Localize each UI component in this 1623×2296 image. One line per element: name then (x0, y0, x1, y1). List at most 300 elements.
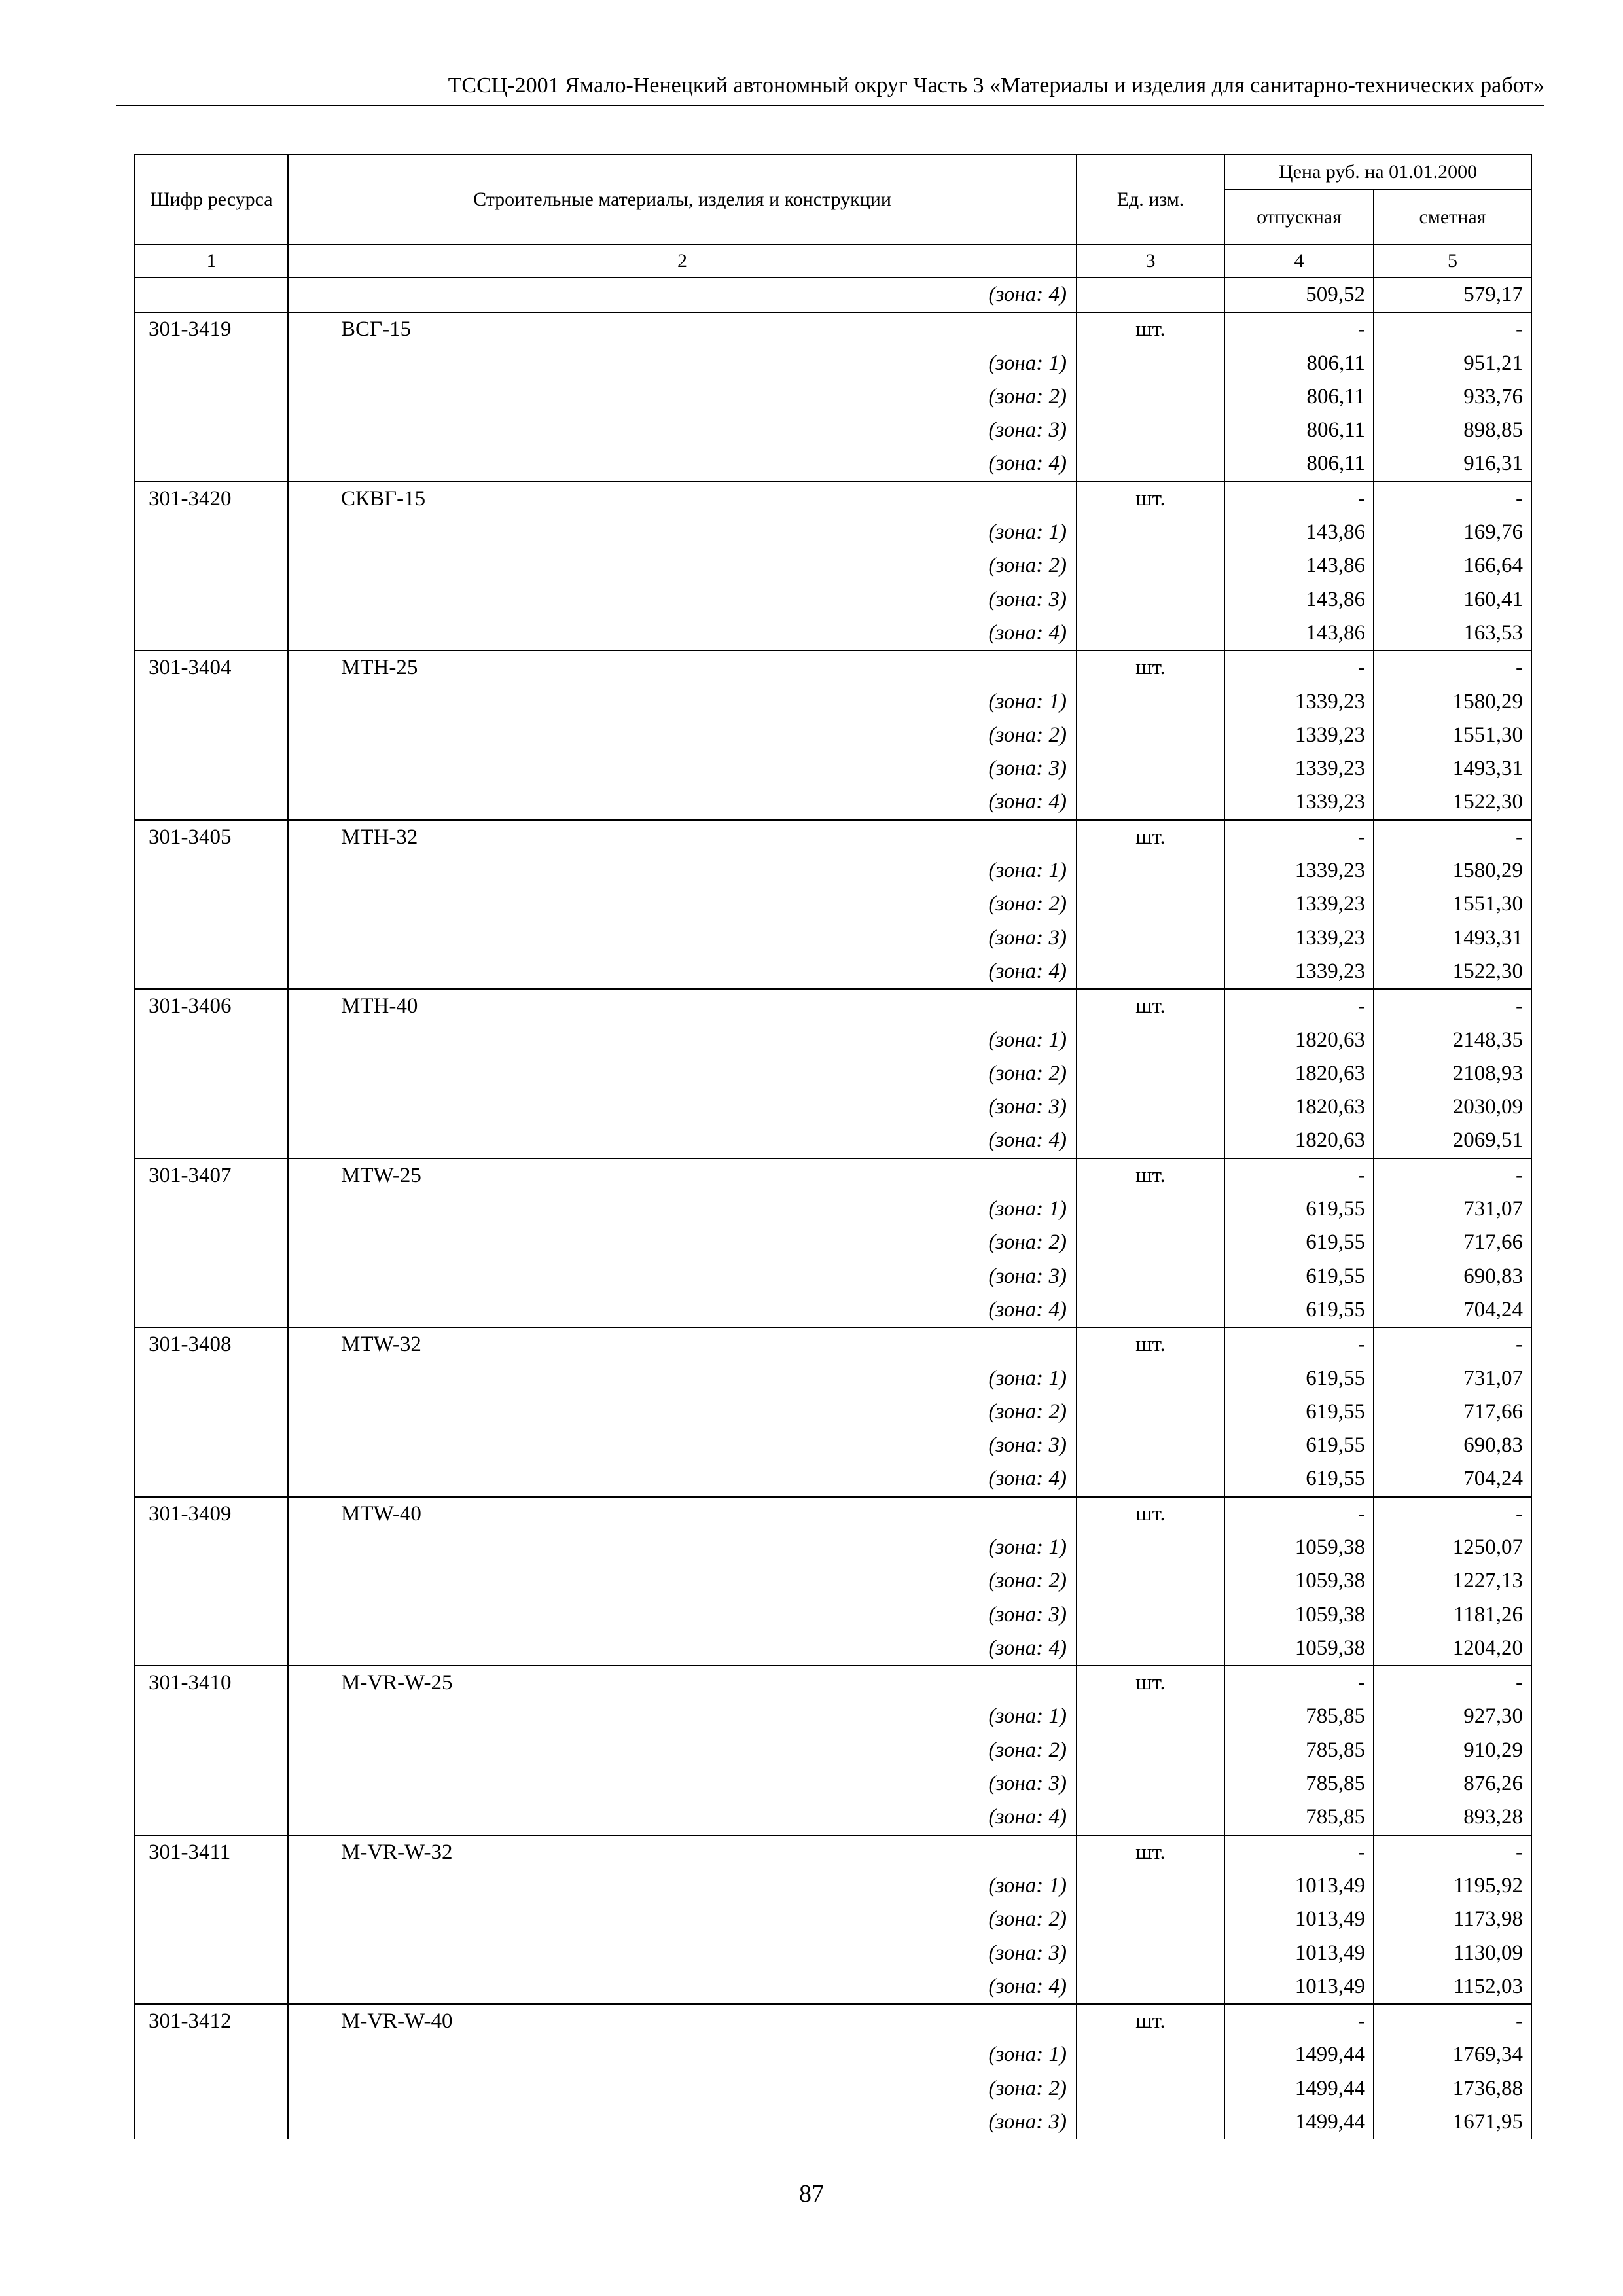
zone-row (135, 1937, 1531, 1970)
unit-cell (1077, 685, 1224, 719)
unit-cell (1077, 854, 1224, 888)
zone-label: (зона: 3) (288, 583, 1077, 617)
release-price: 1339,23 (1224, 785, 1374, 819)
unit-cell (1077, 1937, 1224, 1970)
release-price: - (1224, 1666, 1374, 1700)
unit-cell (1077, 719, 1224, 752)
unit-cell (1077, 2038, 1224, 2072)
estimate-price: 160,41 (1374, 583, 1531, 617)
resource-name: MTH-32 (288, 820, 1077, 854)
unit-cell (1077, 1869, 1224, 1903)
zone-row (135, 922, 1531, 955)
estimate-price: 898,85 (1374, 414, 1531, 447)
resource-code (135, 1395, 288, 1429)
zone-label: (зона: 3) (288, 1937, 1077, 1970)
unit-cell (1077, 785, 1224, 819)
zone-row (135, 1090, 1531, 1124)
zone-label: (зона: 2) (288, 888, 1077, 921)
resource-code (135, 922, 288, 955)
zone-label: (зона: 1) (288, 516, 1077, 549)
estimate-price: 717,66 (1374, 1395, 1531, 1429)
zone-label: (зона: 2) (288, 1395, 1077, 1429)
resource-code (135, 1734, 288, 1767)
resource-code (135, 1700, 288, 1733)
release-price: 785,85 (1224, 1734, 1374, 1767)
resource-code: 301-3420 (135, 482, 288, 516)
resource-code (135, 380, 288, 414)
release-price: 785,85 (1224, 1700, 1374, 1733)
zone-row (135, 1598, 1531, 1632)
release-price: - (1224, 1158, 1374, 1193)
release-price: 1820,63 (1224, 1024, 1374, 1057)
column-number: 1 (135, 245, 288, 278)
resource-code (135, 447, 288, 481)
release-price: 806,11 (1224, 380, 1374, 414)
release-price: 1059,38 (1224, 1598, 1374, 1632)
unit-cell (1077, 1767, 1224, 1801)
zone-label: (зона: 3) (288, 922, 1077, 955)
resource-code (135, 1124, 288, 1158)
unit-cell (1077, 1531, 1224, 1564)
zone-row (135, 380, 1531, 414)
estimate-price: - (1374, 1497, 1531, 1531)
release-price: 143,86 (1224, 516, 1374, 549)
unit-cell (1077, 1700, 1224, 1733)
resource-row (135, 1666, 1531, 1700)
zone-label: (зона: 4) (288, 1462, 1077, 1496)
unit-cell (1077, 1024, 1224, 1057)
unit-cell (1077, 380, 1224, 414)
resource-row (135, 651, 1531, 685)
zone-row (135, 1801, 1531, 1835)
zone-label: (зона: 3) (288, 2106, 1077, 2139)
estimate-price: - (1374, 1158, 1531, 1193)
unit-cell (1077, 1462, 1224, 1496)
unit-cell (1077, 1801, 1224, 1835)
resource-row (135, 989, 1531, 1023)
resource-code (135, 549, 288, 583)
resource-code (135, 1937, 288, 1970)
unit-cell (1077, 2106, 1224, 2139)
zone-label: (зона: 1) (288, 1531, 1077, 1564)
estimate-price: 731,07 (1374, 1362, 1531, 1395)
resource-row (135, 2004, 1531, 2038)
zone-row (135, 347, 1531, 380)
unit-cell (1077, 1564, 1224, 1598)
release-price: 1339,23 (1224, 922, 1374, 955)
unit-cell (1077, 1903, 1224, 1936)
header-name: Строительные материалы, изделия и конструкции (288, 154, 1077, 245)
estimate-price: 1551,30 (1374, 888, 1531, 921)
unit-cell (1077, 278, 1224, 312)
estimate-price: 916,31 (1374, 447, 1531, 481)
resource-code: 301-3419 (135, 312, 288, 346)
zone-row (135, 1429, 1531, 1462)
zone-row (135, 1124, 1531, 1158)
release-price: 143,86 (1224, 617, 1374, 651)
zone-label: (зона: 2) (288, 719, 1077, 752)
estimate-price: 1204,20 (1374, 1632, 1531, 1666)
unit-cell (1077, 955, 1224, 989)
unit-cell: шт. (1077, 2004, 1224, 2038)
zone-label: (зона: 1) (288, 1024, 1077, 1057)
column-number: 4 (1224, 245, 1374, 278)
zone-row (135, 1260, 1531, 1293)
resource-code (135, 2072, 288, 2106)
zone-label: (зона: 2) (288, 549, 1077, 583)
unit-cell (1077, 888, 1224, 921)
resource-code (135, 2038, 288, 2072)
zone-row (135, 549, 1531, 583)
estimate-price: - (1374, 2004, 1531, 2038)
estimate-price: 1493,31 (1374, 752, 1531, 785)
resource-code (135, 1260, 288, 1293)
estimate-price: 163,53 (1374, 617, 1531, 651)
estimate-price: - (1374, 1327, 1531, 1361)
release-price: 509,52 (1224, 278, 1374, 312)
estimate-price: 1736,88 (1374, 2072, 1531, 2106)
estimate-price: 704,24 (1374, 1462, 1531, 1496)
estimate-price: 579,17 (1374, 278, 1531, 312)
resource-code (135, 752, 288, 785)
unit-cell (1077, 1970, 1224, 2004)
resource-code (135, 1090, 288, 1124)
zone-row (135, 1700, 1531, 1733)
release-price: - (1224, 1327, 1374, 1361)
release-price: 1820,63 (1224, 1057, 1374, 1090)
estimate-price: 893,28 (1374, 1801, 1531, 1835)
unit-cell (1077, 1429, 1224, 1462)
resource-code: 301-3412 (135, 2004, 288, 2038)
zone-label: (зона: 4) (288, 1632, 1077, 1666)
unit-cell (1077, 1293, 1224, 1327)
zone-row (135, 2106, 1531, 2139)
zone-row (135, 719, 1531, 752)
release-price: 1059,38 (1224, 1564, 1374, 1598)
release-price: - (1224, 820, 1374, 854)
unit-cell (1077, 1057, 1224, 1090)
release-price: - (1224, 1835, 1374, 1869)
resource-code: 301-3405 (135, 820, 288, 854)
release-price: 806,11 (1224, 347, 1374, 380)
release-price: 1339,23 (1224, 854, 1374, 888)
estimate-price: 690,83 (1374, 1260, 1531, 1293)
zone-row (135, 1869, 1531, 1903)
zone-row (135, 1970, 1531, 2004)
release-price: 1339,23 (1224, 685, 1374, 719)
resource-code (135, 1429, 288, 1462)
release-price: 806,11 (1224, 414, 1374, 447)
estimate-price: 1522,30 (1374, 955, 1531, 989)
release-price: - (1224, 989, 1374, 1023)
header-rule (116, 105, 1544, 106)
zone-row (135, 2072, 1531, 2106)
estimate-price: 1580,29 (1374, 685, 1531, 719)
header-unit: Ед. изм. (1077, 154, 1224, 245)
zone-label: (зона: 2) (288, 1226, 1077, 1259)
release-price: 785,85 (1224, 1801, 1374, 1835)
estimate-price: 1227,13 (1374, 1564, 1531, 1598)
unit-cell: шт. (1077, 1666, 1224, 1700)
release-price: 806,11 (1224, 447, 1374, 481)
resource-code (135, 516, 288, 549)
zone-row (135, 1226, 1531, 1259)
estimate-price: - (1374, 482, 1531, 516)
resource-code (135, 785, 288, 819)
release-price: 619,55 (1224, 1226, 1374, 1259)
unit-cell (1077, 1090, 1224, 1124)
zone-label: (зона: 1) (288, 1700, 1077, 1733)
zone-row (135, 1193, 1531, 1226)
unit-cell (1077, 1260, 1224, 1293)
estimate-price: 1551,30 (1374, 719, 1531, 752)
estimate-price: 1522,30 (1374, 785, 1531, 819)
header-estimate: сметная (1374, 190, 1531, 245)
zone-row (135, 785, 1531, 819)
estimate-price: 1493,31 (1374, 922, 1531, 955)
zone-row (135, 414, 1531, 447)
estimate-price: - (1374, 820, 1531, 854)
zone-row (135, 1734, 1531, 1767)
resource-code: 301-3411 (135, 1835, 288, 1869)
release-price: 1339,23 (1224, 719, 1374, 752)
resource-code (135, 1293, 288, 1327)
zone-row (135, 1767, 1531, 1801)
release-price: - (1224, 1497, 1374, 1531)
zone-row (135, 1057, 1531, 1090)
zone-row (135, 854, 1531, 888)
unit-cell (1077, 549, 1224, 583)
zone-row (135, 1531, 1531, 1564)
unit-cell (1077, 1362, 1224, 1395)
zone-label: (зона: 2) (288, 1564, 1077, 1598)
zone-label: (зона: 4) (288, 1124, 1077, 1158)
release-price: 619,55 (1224, 1362, 1374, 1395)
column-number: 3 (1077, 245, 1224, 278)
zone-label: (зона: 4) (288, 1293, 1077, 1327)
zone-label: (зона: 3) (288, 752, 1077, 785)
header-price-group: Цена руб. на 01.01.2000 (1224, 154, 1531, 190)
release-price: 1339,23 (1224, 752, 1374, 785)
resource-code (135, 347, 288, 380)
resource-row (135, 1158, 1531, 1193)
estimate-price: - (1374, 312, 1531, 346)
estimate-price: - (1374, 1835, 1531, 1869)
zone-row (135, 1362, 1531, 1395)
zone-label: (зона: 2) (288, 380, 1077, 414)
zone-label: (зона: 4) (288, 1801, 1077, 1835)
estimate-price: 704,24 (1374, 1293, 1531, 1327)
resource-code (135, 1970, 288, 2004)
resource-code (135, 1024, 288, 1057)
zone-label: (зона: 2) (288, 1734, 1077, 1767)
estimate-price: 690,83 (1374, 1429, 1531, 1462)
carry-over-row (135, 278, 1531, 312)
release-price: - (1224, 312, 1374, 346)
zone-label: (зона: 4) (288, 617, 1077, 651)
estimate-price: 1181,26 (1374, 1598, 1531, 1632)
resource-name: MTH-25 (288, 651, 1077, 685)
resource-code: 301-3407 (135, 1158, 288, 1193)
zone-label: (зона: 3) (288, 414, 1077, 447)
release-price: 1499,44 (1224, 2106, 1374, 2139)
unit-cell: шт. (1077, 1327, 1224, 1361)
estimate-price: 731,07 (1374, 1193, 1531, 1226)
resource-name: MTW-25 (288, 1158, 1077, 1193)
release-price: 619,55 (1224, 1395, 1374, 1429)
release-price: 619,55 (1224, 1293, 1374, 1327)
resource-code (135, 278, 288, 312)
release-price: 143,86 (1224, 583, 1374, 617)
resource-name: M-VR-W-40 (288, 2004, 1077, 2038)
resource-row (135, 482, 1531, 516)
release-price: 1013,49 (1224, 1970, 1374, 2004)
estimate-price: 1130,09 (1374, 1937, 1531, 1970)
unit-cell (1077, 414, 1224, 447)
release-price: 143,86 (1224, 549, 1374, 583)
column-number: 2 (288, 245, 1077, 278)
zone-row (135, 583, 1531, 617)
release-price: - (1224, 482, 1374, 516)
release-price: - (1224, 2004, 1374, 2038)
resource-code (135, 583, 288, 617)
estimate-price: - (1374, 1666, 1531, 1700)
table-body (135, 278, 1531, 2139)
estimate-price: 2069,51 (1374, 1124, 1531, 1158)
zone-label: (зона: 3) (288, 1260, 1077, 1293)
zone-row (135, 2038, 1531, 2072)
release-price: 619,55 (1224, 1462, 1374, 1496)
resource-code (135, 955, 288, 989)
unit-cell: шт. (1077, 820, 1224, 854)
unit-cell: шт. (1077, 1835, 1224, 1869)
estimate-price: 169,76 (1374, 516, 1531, 549)
zone-row (135, 888, 1531, 921)
zone-label: (зона: 3) (288, 1767, 1077, 1801)
unit-cell (1077, 516, 1224, 549)
zone-label: (зона: 2) (288, 2072, 1077, 2106)
resource-code (135, 888, 288, 921)
page-number: 87 (799, 2180, 824, 2208)
resource-code (135, 1801, 288, 1835)
estimate-price: 1152,03 (1374, 1970, 1531, 2004)
resource-code (135, 617, 288, 651)
unit-cell (1077, 1395, 1224, 1429)
zone-label: (зона: 3) (288, 1429, 1077, 1462)
estimate-price: 2148,35 (1374, 1024, 1531, 1057)
zone-row (135, 685, 1531, 719)
release-price: 1013,49 (1224, 1937, 1374, 1970)
estimate-price: 927,30 (1374, 1700, 1531, 1733)
zone-label: (зона: 3) (288, 1090, 1077, 1124)
unit-cell (1077, 617, 1224, 651)
zone-row (135, 1564, 1531, 1598)
zone-label: (зона: 4) (288, 955, 1077, 989)
zone-row (135, 1395, 1531, 1429)
zone-label: (зона: 1) (288, 1362, 1077, 1395)
resource-code (135, 1362, 288, 1395)
estimate-price: 1769,34 (1374, 2038, 1531, 2072)
estimate-price: 717,66 (1374, 1226, 1531, 1259)
estimate-price: 1195,92 (1374, 1869, 1531, 1903)
zone-row (135, 447, 1531, 481)
estimate-price: 2030,09 (1374, 1090, 1531, 1124)
estimate-price: 933,76 (1374, 380, 1531, 414)
resource-code (135, 854, 288, 888)
zone-label: (зона: 4) (288, 447, 1077, 481)
resource-code (135, 1462, 288, 1496)
resource-row (135, 1327, 1531, 1361)
zone-row (135, 1903, 1531, 1936)
resource-code (135, 1767, 288, 1801)
estimate-price: 876,26 (1374, 1767, 1531, 1801)
unit-cell (1077, 922, 1224, 955)
resource-code (135, 1226, 288, 1259)
estimate-price: 910,29 (1374, 1734, 1531, 1767)
release-price: - (1224, 651, 1374, 685)
unit-cell (1077, 752, 1224, 785)
resource-code (135, 1903, 288, 1936)
release-price: 1059,38 (1224, 1632, 1374, 1666)
resource-code (135, 1057, 288, 1090)
release-price: 1339,23 (1224, 955, 1374, 989)
release-price: 619,55 (1224, 1429, 1374, 1462)
zone-label: (зона: 4) (288, 278, 1077, 312)
estimate-price: - (1374, 651, 1531, 685)
zone-label: (зона: 1) (288, 854, 1077, 888)
resource-name: M-VR-W-25 (288, 1666, 1077, 1700)
resource-row (135, 1835, 1531, 1869)
release-price: 1820,63 (1224, 1090, 1374, 1124)
estimate-price: - (1374, 989, 1531, 1023)
zone-row (135, 1024, 1531, 1057)
zone-label: (зона: 3) (288, 1598, 1077, 1632)
header-code: Шифр ресурса (135, 154, 288, 245)
release-price: 1059,38 (1224, 1531, 1374, 1564)
unit-cell (1077, 1632, 1224, 1666)
resource-row (135, 820, 1531, 854)
zone-label: (зона: 1) (288, 1869, 1077, 1903)
unit-cell: шт. (1077, 651, 1224, 685)
release-price: 619,55 (1224, 1260, 1374, 1293)
running-header: ТССЦ-2001 Ямало-Ненецкий автономный округ Часть 3 «Материалы и изделия для санитарно-технических работ» (448, 73, 1544, 98)
header-release: отпускная (1224, 190, 1374, 245)
resource-code (135, 1531, 288, 1564)
resource-code (135, 2106, 288, 2139)
zone-label: (зона: 4) (288, 785, 1077, 819)
zone-row (135, 955, 1531, 989)
zone-label: (зона: 2) (288, 1057, 1077, 1090)
unit-cell (1077, 1734, 1224, 1767)
resource-name: ВСГ-15 (288, 312, 1077, 346)
zone-row (135, 1462, 1531, 1496)
zone-row (135, 617, 1531, 651)
resource-code (135, 1193, 288, 1226)
release-price: 1499,44 (1224, 2072, 1374, 2106)
release-price: 1013,49 (1224, 1903, 1374, 1936)
estimate-price: 1671,95 (1374, 2106, 1531, 2139)
unit-cell (1077, 347, 1224, 380)
column-number: 5 (1374, 245, 1531, 278)
resource-code: 301-3409 (135, 1497, 288, 1531)
zone-label: (зона: 4) (288, 1970, 1077, 2004)
resource-code: 301-3410 (135, 1666, 288, 1700)
zone-row (135, 752, 1531, 785)
release-price: 619,55 (1224, 1193, 1374, 1226)
resource-code: 301-3408 (135, 1327, 288, 1361)
resource-name: СКВГ-15 (288, 482, 1077, 516)
zone-label: (зона: 1) (288, 1193, 1077, 1226)
